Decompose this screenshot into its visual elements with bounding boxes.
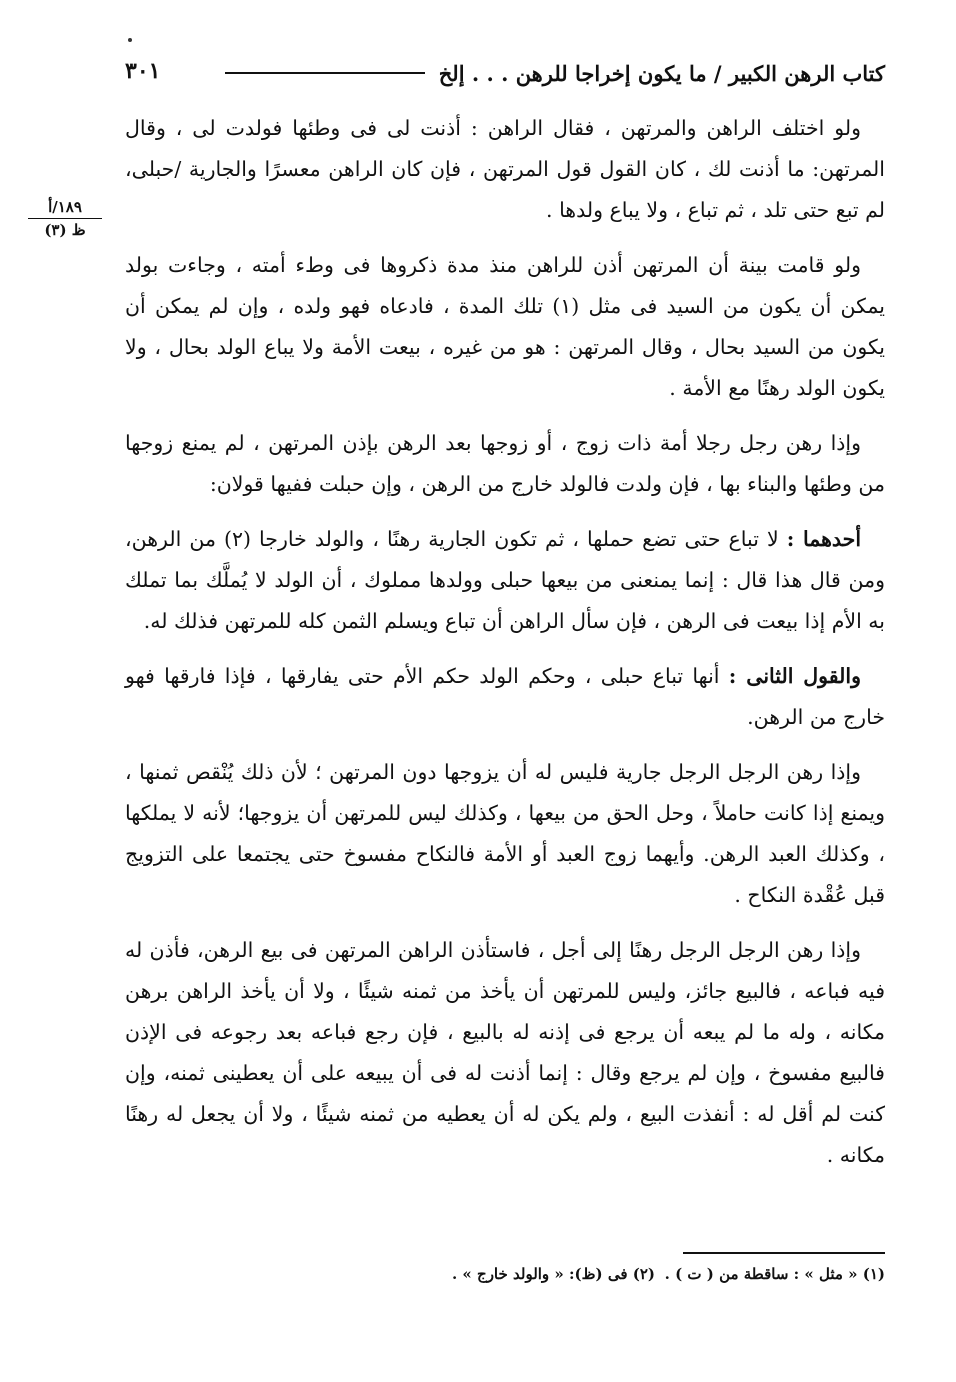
header-rule xyxy=(225,72,425,74)
paragraph xyxy=(125,108,885,231)
paragraph xyxy=(125,752,885,916)
footnote: (١) « مثل » : ساقطة من ( ت ) . xyxy=(664,1265,885,1283)
page-number: ٣٠١ xyxy=(125,58,161,84)
scan-speck xyxy=(128,38,132,42)
paragraph-lead: أحدهما : xyxy=(786,527,862,551)
paragraph-lead: والقول الثانى : xyxy=(728,664,861,688)
footnote-separator xyxy=(683,1252,885,1254)
paragraph-text: أنها تباع حبلى ، وحكم الولد حكم الأم حتى يفارقها ، فإذا فارقها فهو خارج من الرهن. xyxy=(125,664,885,729)
footnotes xyxy=(125,1265,885,1283)
paragraph-text: وإذا رهن الرجل الرجل رهنًا إلى أجل ، فاستأذن الراهن المرتهن فى بيع الرهن، فأذن له فيه فباعه ، فالبيع جائز، وليس للمرتهن أن يأخذ من ثمنه شيئًا ، ولا أن يأخذ الراهن برهن مكانه ، وله ما لم يبعه أن يرجع فى إذنه له بالبيع ، فإن رجع فباعه بعد رجوعه فى الإذن فالبيع مفسوخ ، وإن لم يرجع وقال : إنما أذنت له فى أن يبيعه على أن يعطينى ثمنه، وإن كنت لم أقل له : أنفذت البيع ، ولم يكن له أن يعطيه من ثمنه شيئًا ، ولا أن يجعل له رهنًا مكانه . xyxy=(125,938,885,1167)
paragraph xyxy=(125,519,885,642)
paragraph xyxy=(125,245,885,409)
main-text xyxy=(125,108,885,1190)
footnote: (٢) فى (ظ): « والولد خارج » . xyxy=(451,1265,655,1283)
header-title: كتاب الرهن الكبير / ما يكون إخراجا للرهن . . . إلخ xyxy=(438,60,885,86)
manuscript-folio-note xyxy=(28,198,102,239)
paragraph-text: ولو اختلف الراهن والمرتهن ، فقال الراهن : أذنت لى فى وطئها فولدت لى ، وقال المرتهن: ما أذنت لك ، كان القول قول المرتهن ، فإن كان الراهن معسرًا والجارية /حبلى، لم تبع حتى تلد ، ثم تباع ، ولا يباع ولدها . xyxy=(125,116,885,222)
paragraph xyxy=(125,930,885,1176)
manuscript-siglum: ظ (٣) xyxy=(44,221,86,239)
paragraph-text: وإذا رهن رجل رجلا أمة ذات زوج ، أو زوجها بعد الرهن بإذن المرتهن ، لم يمنع زوجها من وطئها والبناء بها ، فإن ولدت فالولد خارج من الرهن ، وإن حبلت ففيها قولان: xyxy=(125,431,885,496)
paragraph-text: وإذا رهن الرجل الرجل جارية فليس له أن يزوجها دون المرتهن ؛ لأن ذلك يُنْقص ثمنها ، ويمنع إذا كانت حاملاً ، وحل الحق من بيعها ، وكذلك ليس للمرتهن أن يزوجها؛ لأنه لا يملكها ، وكذلك العبد الرهن. وأيهما زوج العبد أو الأمة فالنكاح مفسوخ حتى يجتمعا على التزويج قبل عُقْدة النكاح . xyxy=(125,760,885,907)
running-header xyxy=(125,58,885,88)
folio-reference: ١٨٩/أ xyxy=(28,198,102,219)
paragraph xyxy=(125,656,885,738)
paragraph-text: لا تباع حتى تضع حملها ، ثم تكون الجارية رهنًا ، والولد خارجا (٢) من الرهن، ومن قال هذا قال : إنما يمنعنى من بيعها حبلى وولدها مملوك ، أن الولد لا يُملَّك بما تملك به الأم إذا بيعت فى الرهن ، فإن سأل الراهن أن تباع ويسلم الثمن كله للمرتهن فذلك له. xyxy=(125,527,885,633)
paragraph xyxy=(125,423,885,505)
paragraph-text: ولو قامت بينة أن المرتهن أذن للراهن منذ مدة ذكروها فى وطء أمته ، وجاءت بولد يمكن أن يكون من السيد فى مثل (١) تلك المدة ، فادعاه فهو ولده ، وإن لم يمكن أن يكون من السيد بحال ، وقال المرتهن : هو من غيره ، بيعت الأمة ولا يباع الولد بحال ، ولا يكون الولد رهنًا مع الأمة . xyxy=(125,253,885,400)
